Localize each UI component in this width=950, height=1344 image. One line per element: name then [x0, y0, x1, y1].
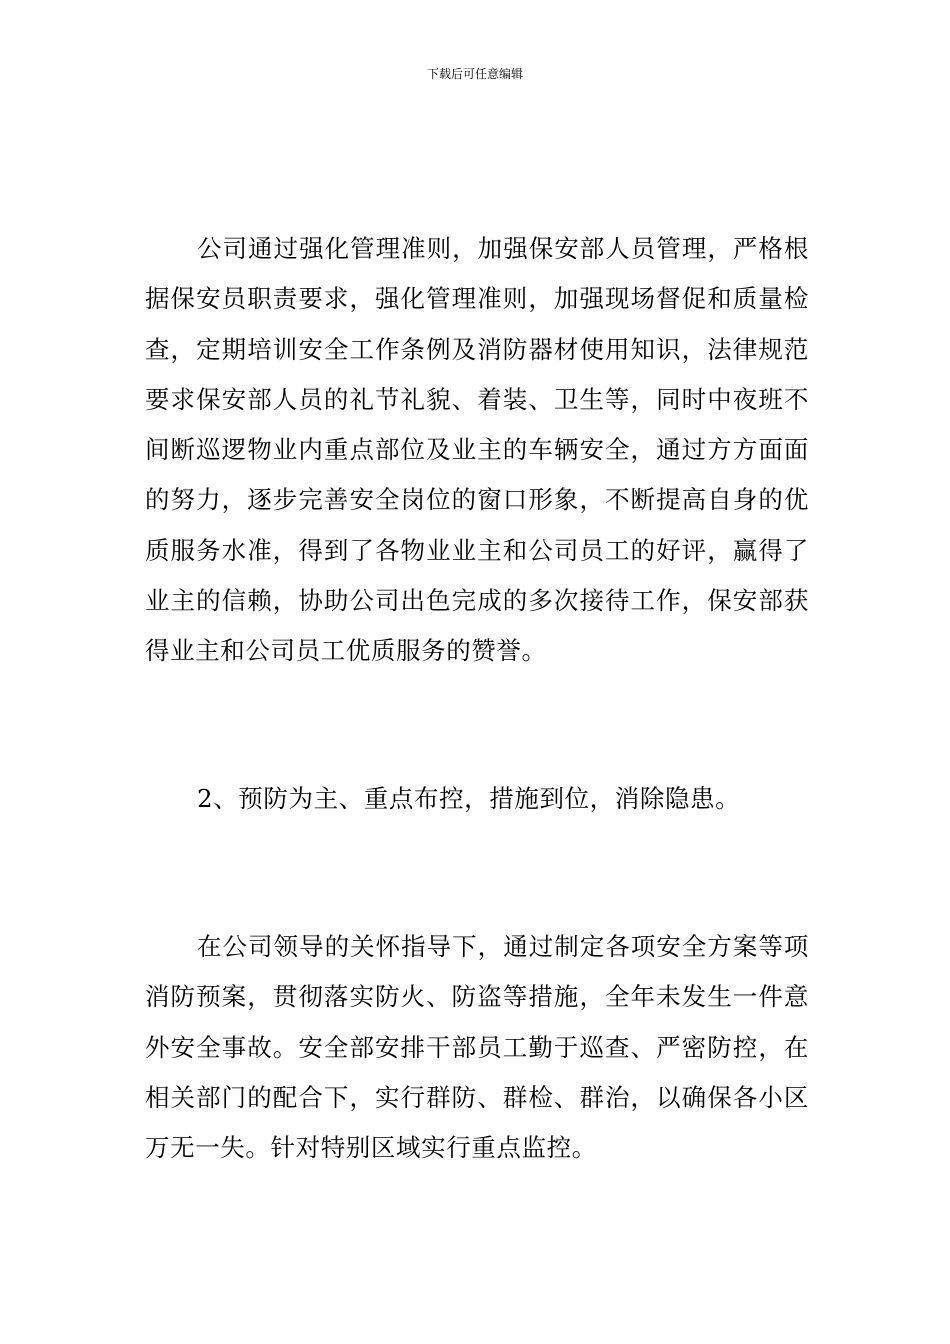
header-note: 下载后可任意编辑 [426, 67, 523, 81]
body-paragraph: 在公司领导的关怀指导下，通过制定各项安全方案等项消防预案，贯彻落实防火、防盗等措施，全年未发生一件意外安全事故。安全部安排干部员工勤于巡查、严密防控，在相关部门的配合下，实行群防、群检、群治，以确保各小区万无一失。针对特别区域实行重点监控。 [145, 932, 809, 1163]
body-paragraph: 公司通过强化管理准则，加强保安部人员管理，严格根据保安员职责要求，强化管理准则，加强现场督促和质量检查，定期培训安全工作条例及消防器材使用知识，法律规范要求保安部人员的礼节礼貌、着装、卫生等，同时中夜班不间断巡逻物业内重点部位及业主的车辆安全，通过方方面面的努力，逐步完善安全岗位的窗口形象，不断提高自身的优质服务水准，得到了各物业业主和公司员工的好评，赢得了业主的信赖，协助公司出色完成的多次接待工作，保安部获得业主和公司员工优质服务的赞誉。 [145, 234, 809, 666]
section-heading: 2、预防为主、重点布控，措施到位，消除隐患。 [197, 784, 741, 813]
